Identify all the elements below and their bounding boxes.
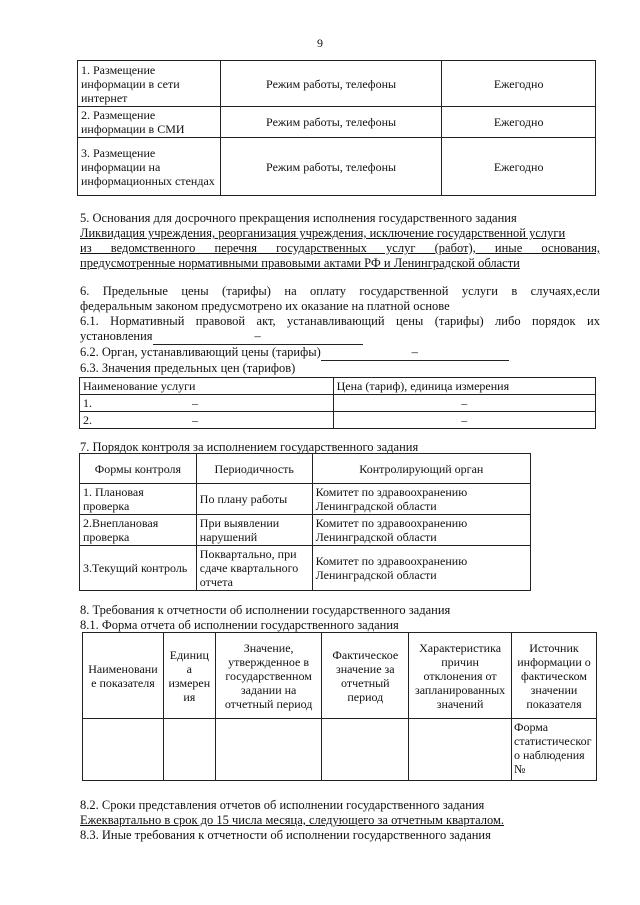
report-cell-empty bbox=[409, 719, 512, 781]
table-header-row bbox=[80, 378, 596, 395]
info-method-cell: 2. Размещение информации в СМИ bbox=[78, 107, 221, 138]
info-frequency-cell: Ежегодно bbox=[442, 138, 596, 196]
section6-sub2-row bbox=[80, 345, 600, 361]
table-row bbox=[78, 107, 596, 138]
control-period-cell: Поквартально, при сдаче квартального отчета bbox=[196, 546, 312, 591]
table-row bbox=[80, 484, 531, 515]
section8-sub2-value: Ежеквартально в срок до 15 числа месяца, следующего за отчетным кварталом. bbox=[80, 813, 505, 827]
control-table bbox=[79, 453, 531, 591]
price-name-cell bbox=[80, 412, 334, 429]
report-form-table bbox=[82, 632, 597, 781]
report-cell-empty bbox=[83, 719, 164, 781]
control-body-cell: Комитет по здравоохранению Ленинградской области bbox=[312, 484, 530, 515]
section8-sub1: 8.1. Форма отчета об исполнении государственного задания bbox=[80, 618, 399, 632]
table-row bbox=[80, 515, 531, 546]
section6-block bbox=[80, 284, 600, 376]
price-name-value: – bbox=[192, 413, 198, 427]
control-form-cell: 3.Текущий контроль bbox=[80, 546, 197, 591]
table-header-row bbox=[80, 454, 531, 484]
price-header-price: Цена (тариф), единица измерения bbox=[333, 378, 595, 395]
report-header-approved: Значение, утвержденное в государственном задании на отчетный период bbox=[215, 633, 322, 719]
info-content-cell: Режим работы, телефоны bbox=[220, 61, 441, 107]
price-row-number: 2. bbox=[83, 413, 92, 427]
control-body-cell: Комитет по здравоохранению Ленинградской области bbox=[312, 546, 530, 591]
section5-line3: предусмотренные нормативными правовыми актами РФ и Ленинградской области bbox=[80, 256, 520, 270]
info-method-cell: 3. Размещение информации на информационных стендах bbox=[78, 138, 221, 196]
report-header-source: Источник информации о фактическом значении показателя bbox=[512, 633, 597, 719]
table-row bbox=[83, 719, 597, 781]
section5-line1: Ликвидация учреждения, реорганизация учреждения, исключение государственной услуги bbox=[80, 226, 566, 240]
regulatory-act-value: – bbox=[153, 329, 363, 345]
section8-sub2: 8.2. Сроки представления отчетов об исполнении государственного задания bbox=[80, 798, 485, 812]
report-cell-empty bbox=[163, 719, 215, 781]
section5-line2: из ведомственного перечня государственных услуг (работ), иные основания, bbox=[80, 241, 600, 255]
control-form-cell: 1. Плановая проверка bbox=[80, 484, 197, 515]
section8-block bbox=[80, 603, 450, 633]
section8-footer bbox=[80, 798, 600, 843]
section5-heading: 5. Основания для досрочного прекращения исполнения государственного задания bbox=[80, 211, 517, 225]
section6-sub2-label: 6.2. Орган, устанавливающий цены (тарифы) bbox=[80, 345, 321, 359]
report-cell-empty bbox=[322, 719, 409, 781]
control-header-body: Контролирующий орган bbox=[312, 454, 530, 484]
control-header-period: Периодичность bbox=[196, 454, 312, 484]
control-form-cell: 2.Внеплановая проверка bbox=[80, 515, 197, 546]
info-dissemination-table bbox=[77, 60, 596, 196]
price-name-cell bbox=[80, 395, 334, 412]
report-header-unit: Единиц а измерен ия bbox=[163, 633, 215, 719]
control-body-cell: Комитет по здравоохранению Ленинградской области bbox=[312, 515, 530, 546]
table-row bbox=[80, 395, 596, 412]
price-value-cell: – bbox=[333, 395, 595, 412]
section5-block bbox=[80, 211, 600, 271]
table-row bbox=[80, 546, 531, 591]
page-number: 9 bbox=[317, 36, 323, 50]
section8-sub3: 8.3. Иные требования к отчетности об исполнении государственного задания bbox=[80, 828, 491, 842]
section8-heading: 8. Требования к отчетности об исполнении государственного задания bbox=[80, 603, 451, 617]
control-period-cell: При выявлении нарушений bbox=[196, 515, 312, 546]
section7-heading: 7. Порядок контроля за исполнением государственного задания bbox=[80, 440, 419, 454]
price-value-cell: – bbox=[333, 412, 595, 429]
price-header-service: Наименование услуги bbox=[80, 378, 334, 395]
control-header-form: Формы контроля bbox=[80, 454, 197, 484]
info-content-cell: Режим работы, телефоны bbox=[220, 138, 441, 196]
price-name-value: – bbox=[192, 396, 198, 410]
section6-sub3-label: 6.3. Значения предельных цен (тарифов) bbox=[80, 361, 296, 375]
report-cell-empty bbox=[215, 719, 322, 781]
tariff-body-value: – bbox=[321, 345, 509, 361]
price-table bbox=[79, 377, 596, 429]
control-period-cell: По плану работы bbox=[196, 484, 312, 515]
report-header-deviation: Характеристика причин отклонения от запланированных значений bbox=[409, 633, 512, 719]
info-frequency-cell: Ежегодно bbox=[442, 61, 596, 107]
price-row-number: 1. bbox=[83, 396, 92, 410]
section6-line2: федеральным законом предусмотрено их оказание на платной основе bbox=[80, 299, 450, 313]
section6-sub1-line1: 6.1. Нормативный правовой акт, устанавливающий цены (тарифы) либо порядок их bbox=[80, 314, 600, 328]
table-row bbox=[80, 412, 596, 429]
report-header-indicator: Наименовани е показателя bbox=[83, 633, 164, 719]
table-header-row bbox=[83, 633, 597, 719]
section6-sub1-line2-row bbox=[80, 329, 600, 345]
section6-line1: 6. Предельные цены (тарифы) на оплату государственной услуги в случаях,если bbox=[80, 284, 600, 298]
info-frequency-cell: Ежегодно bbox=[442, 107, 596, 138]
section6-sub1-line2: установления bbox=[80, 329, 153, 343]
table-row bbox=[78, 138, 596, 196]
table-row bbox=[78, 61, 596, 107]
info-content-cell: Режим работы, телефоны bbox=[220, 107, 441, 138]
info-method-cell: 1. Размещение информации в сети интернет bbox=[78, 61, 221, 107]
report-header-actual: Фактическое значение за отчетный период bbox=[322, 633, 409, 719]
report-source-cell: Форма статистическог о наблюдения № bbox=[512, 719, 597, 781]
